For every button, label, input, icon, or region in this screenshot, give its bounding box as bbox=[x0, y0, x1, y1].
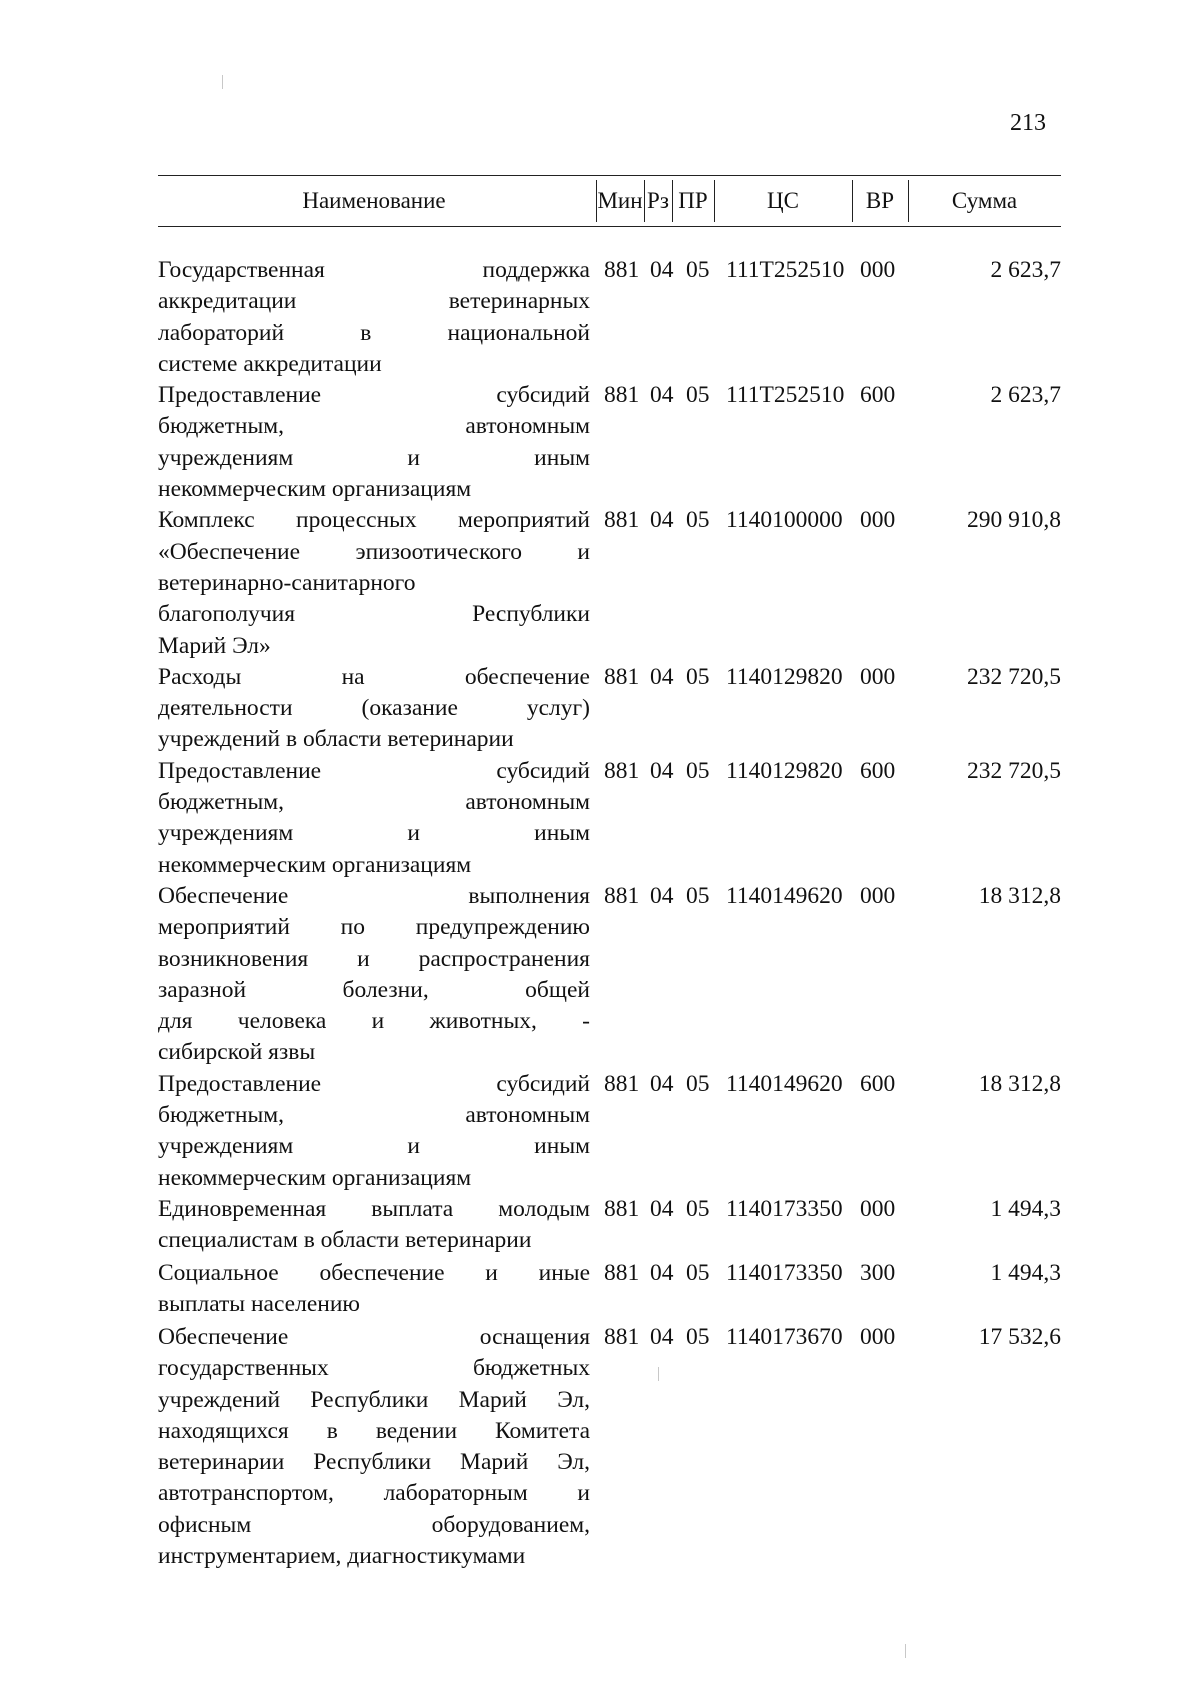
row-name-line: Обеспечение выполнения bbox=[158, 882, 590, 909]
row-name-line: ветеринарно-санитарного bbox=[158, 569, 416, 596]
row-min: 881 bbox=[604, 382, 640, 409]
row-name-line: инструментарием, диагностикумами bbox=[158, 1542, 526, 1569]
row-min: 881 bbox=[604, 663, 640, 690]
row-name-line: бюджетным, автономным bbox=[158, 413, 590, 440]
row-name bbox=[158, 1069, 590, 1194]
row-name bbox=[158, 380, 590, 505]
row-name-line: деятельности (оказание услуг) bbox=[158, 695, 590, 722]
row-name-line: бюджетным, автономным bbox=[158, 789, 590, 816]
row-sum: 18 312,8 bbox=[978, 1070, 1061, 1097]
row-name-line: Государственная поддержка bbox=[158, 257, 590, 283]
row-name-line: выплаты населению bbox=[158, 1291, 360, 1318]
row-cs: 111Т252510 bbox=[726, 382, 845, 409]
row-pr: 05 bbox=[686, 1259, 710, 1286]
row-name-line: ветеринарии Республики Марий Эл, bbox=[158, 1449, 590, 1476]
row-name-line: учреждениям и иным bbox=[158, 444, 590, 471]
budget-table bbox=[158, 175, 1061, 1572]
row-vr: 600 bbox=[860, 382, 896, 409]
table-row bbox=[158, 380, 1061, 505]
row-vr: 000 bbox=[860, 1323, 896, 1350]
row-rz: 04 bbox=[650, 1195, 674, 1222]
table-row bbox=[158, 505, 1061, 661]
row-min: 881 bbox=[604, 1259, 640, 1286]
row-name-line: Предоставление субсидий bbox=[158, 382, 590, 409]
row-rz: 04 bbox=[650, 257, 674, 283]
row-name-line: учреждений в области ветеринарии bbox=[158, 726, 514, 753]
row-sum: 1 494,3 bbox=[990, 1195, 1061, 1222]
row-name bbox=[158, 756, 590, 881]
row-name bbox=[158, 505, 590, 661]
table-row bbox=[158, 255, 1061, 380]
row-min: 881 bbox=[604, 1195, 640, 1222]
row-vr: 600 bbox=[860, 1070, 896, 1097]
header-vr: ВР bbox=[865, 188, 895, 213]
row-min: 881 bbox=[604, 882, 640, 909]
row-vr: 600 bbox=[860, 757, 896, 784]
row-name-line: Предоставление субсидий bbox=[158, 757, 590, 784]
table-row bbox=[158, 1258, 1061, 1322]
header-cs: ЦС bbox=[767, 188, 799, 213]
row-name-line: Расходы на обеспечение bbox=[158, 663, 590, 690]
row-name-line: для человека и животных, - bbox=[158, 1008, 590, 1035]
row-sum: 2 623,7 bbox=[990, 382, 1061, 409]
row-name-line: системе аккредитации bbox=[158, 350, 382, 377]
row-cs: 1140173670 bbox=[726, 1323, 843, 1350]
row-name-line: Комплекс процессных мероприятий bbox=[158, 507, 590, 534]
row-min: 881 bbox=[604, 507, 640, 534]
row-name-line: Марий Эл» bbox=[158, 632, 271, 659]
header-sum: Сумма bbox=[951, 188, 1018, 213]
row-pr: 05 bbox=[686, 1070, 710, 1097]
row-name-line: Обеспечение оснащения bbox=[158, 1323, 590, 1350]
row-name-line: заразной болезни, общей bbox=[158, 976, 590, 1003]
header-rz: Рз bbox=[647, 188, 669, 213]
row-cs: 111Т252510 bbox=[726, 257, 845, 283]
row-name-line: находящихся в ведении Комитета bbox=[158, 1417, 590, 1444]
row-vr: 000 bbox=[860, 507, 896, 534]
table-header bbox=[158, 175, 1061, 227]
row-name-line: учреждениям и иным bbox=[158, 820, 590, 847]
row-rz: 04 bbox=[650, 1323, 674, 1350]
row-pr: 05 bbox=[686, 382, 710, 409]
row-min: 881 bbox=[604, 1323, 640, 1350]
header-pr: ПР bbox=[678, 188, 708, 213]
row-cs: 1140149620 bbox=[726, 882, 843, 909]
row-sum: 18 312,8 bbox=[978, 882, 1061, 909]
row-name bbox=[158, 881, 590, 1069]
row-name-line: Предоставление субсидий bbox=[158, 1070, 590, 1097]
row-name-line: учреждениям и иным bbox=[158, 1133, 590, 1160]
row-name-line: «Обеспечение эпизоотического и bbox=[158, 538, 590, 565]
page-number: 213 bbox=[1010, 110, 1046, 136]
row-cs: 1140100000 bbox=[726, 507, 843, 534]
row-pr: 05 bbox=[686, 1195, 710, 1222]
row-name bbox=[158, 1194, 590, 1257]
row-min: 881 bbox=[604, 257, 640, 283]
row-name-line: аккредитации ветеринарных bbox=[158, 288, 590, 315]
row-name-line: офисным оборудованием, bbox=[158, 1511, 590, 1538]
row-name-line: сибирской язвы bbox=[158, 1039, 316, 1066]
table-row bbox=[158, 881, 1061, 1069]
row-name bbox=[158, 662, 590, 756]
row-pr: 05 bbox=[686, 882, 710, 909]
row-rz: 04 bbox=[650, 757, 674, 784]
row-name-line: некоммерческим организациям bbox=[158, 1164, 472, 1191]
row-rz: 04 bbox=[650, 1070, 674, 1097]
row-rz: 04 bbox=[650, 382, 674, 409]
row-vr: 300 bbox=[860, 1259, 896, 1286]
row-pr: 05 bbox=[686, 1323, 710, 1350]
row-vr: 000 bbox=[860, 1195, 896, 1222]
row-name-line: специалистам в области ветеринарии bbox=[158, 1227, 532, 1254]
row-name-line: мероприятий по предупреждению bbox=[158, 914, 590, 941]
row-cs: 1140129820 bbox=[726, 663, 843, 690]
row-sum: 232 720,5 bbox=[967, 757, 1061, 784]
row-sum: 290 910,8 bbox=[967, 507, 1061, 534]
row-name-line: лабораторий в национальной bbox=[158, 319, 590, 346]
row-vr: 000 bbox=[860, 257, 896, 283]
row-sum: 2 623,7 bbox=[990, 257, 1061, 283]
row-name-line: возникновения и распространения bbox=[158, 945, 590, 972]
row-name-line: Социальное обеспечение и иные bbox=[158, 1259, 590, 1286]
row-vr: 000 bbox=[860, 882, 896, 909]
row-pr: 05 bbox=[686, 257, 710, 283]
table-row bbox=[158, 756, 1061, 881]
row-name-line: бюджетным, автономным bbox=[158, 1102, 590, 1129]
row-cs: 1140149620 bbox=[726, 1070, 843, 1097]
table-row bbox=[158, 1069, 1061, 1194]
row-vr: 000 bbox=[860, 663, 896, 690]
row-pr: 05 bbox=[686, 507, 710, 534]
row-cs: 1140173350 bbox=[726, 1259, 843, 1286]
row-cs: 1140129820 bbox=[726, 757, 843, 784]
row-name-line: автотранспортом, лабораторным и bbox=[158, 1480, 590, 1507]
row-rz: 04 bbox=[650, 1259, 674, 1286]
row-name-line: некоммерческим организациям bbox=[158, 851, 472, 878]
table-row bbox=[158, 1322, 1061, 1572]
row-min: 881 bbox=[604, 1070, 640, 1097]
row-name bbox=[158, 1258, 590, 1321]
row-rz: 04 bbox=[650, 882, 674, 909]
row-pr: 05 bbox=[686, 663, 710, 690]
header-name: Наименование bbox=[302, 188, 446, 213]
row-name-line: учреждений Республики Марий Эл, bbox=[158, 1386, 590, 1413]
table-body bbox=[158, 227, 1061, 1572]
row-name-line: благополучия Республики bbox=[158, 601, 590, 628]
row-min: 881 bbox=[604, 757, 640, 784]
row-sum: 232 720,5 bbox=[967, 663, 1061, 690]
row-name bbox=[158, 1322, 590, 1572]
table-row bbox=[158, 662, 1061, 756]
row-cs: 1140173350 bbox=[726, 1195, 843, 1222]
row-sum: 17 532,6 bbox=[978, 1323, 1061, 1350]
header-min: Мин bbox=[597, 188, 643, 213]
row-rz: 04 bbox=[650, 663, 674, 690]
row-name-line: Единовременная выплата молодым bbox=[158, 1195, 590, 1222]
row-name-line: некоммерческим организациям bbox=[158, 476, 472, 503]
table-row bbox=[158, 1194, 1061, 1258]
row-sum: 1 494,3 bbox=[990, 1259, 1061, 1286]
row-rz: 04 bbox=[650, 507, 674, 534]
row-name bbox=[158, 255, 590, 380]
row-name-line: государственных бюджетных bbox=[158, 1355, 590, 1382]
row-pr: 05 bbox=[686, 757, 710, 784]
